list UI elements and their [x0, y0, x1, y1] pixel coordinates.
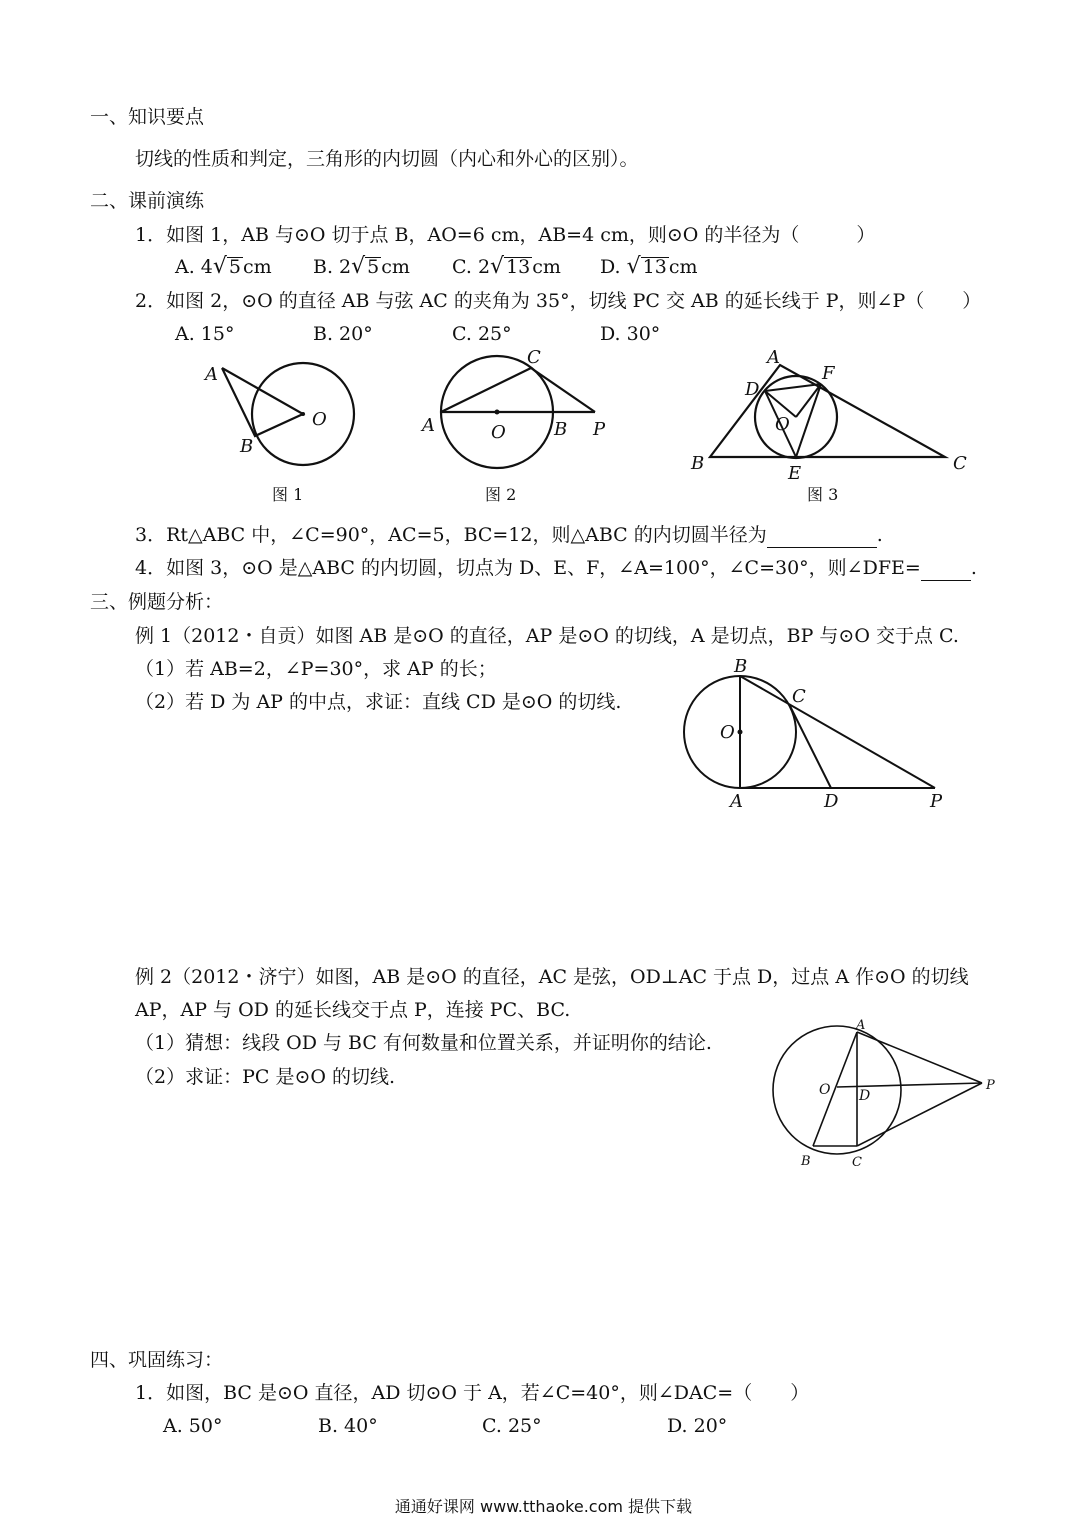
section-3-title: 三、例题分析：	[90, 591, 224, 613]
figure-3-caption: 图 3	[807, 485, 839, 504]
example-1-center-dot	[738, 730, 743, 735]
example-2-label-p: P	[986, 1078, 995, 1093]
practice-1-option-c: C. 25°	[482, 1415, 542, 1437]
figure-3-label-b: B	[691, 453, 705, 474]
example-1-label-d: D	[824, 791, 839, 812]
figure-2-caption: 图 2	[485, 485, 517, 504]
example-2-label-c: C	[852, 1155, 862, 1170]
example-2-label-o: O	[819, 1082, 831, 1098]
example-2-line-2: AP，AP 与 OD 的延长线交于点 P，连接 PC、BC.	[135, 999, 571, 1021]
example-2-segment-pc	[857, 1083, 982, 1146]
example-2-line-1: 例 2（2012・济宁）如图，AB 是⊙O 的直径，AC 是弦，OD⊥AC 于点 D，过点 A 作⊙O 的切线	[135, 966, 969, 988]
figure-1-caption: 图 1	[272, 485, 304, 504]
figure-3-segment-fe	[796, 384, 821, 457]
figure-1	[190, 355, 380, 515]
figure-3-segment-df	[765, 384, 821, 391]
question-2-option-c: C. 25°	[452, 323, 512, 345]
example-2-figure	[760, 1015, 1010, 1175]
example-1-label-c: C	[792, 686, 806, 707]
example-1-line-3: （2）若 D 为 AP 的中点，求证：直线 CD 是⊙O 的切线.	[135, 691, 622, 713]
figure-1-center-dot	[301, 412, 305, 416]
question-1-text: 1．如图 1，AB 与⊙O 切于点 B，AO=6 cm，AB=4 cm，则⊙O 的半径为（ ）	[135, 224, 876, 246]
section-1-text: 切线的性质和判定，三角形的内切圆（内心和外心的区别）。	[135, 148, 639, 170]
example-2-line-4: （2）求证：PC 是⊙O 的切线.	[135, 1066, 396, 1088]
figure-2-center-dot	[495, 410, 500, 415]
figure-2-label-o: O	[491, 422, 506, 443]
figure-3-label-o: O	[775, 414, 790, 435]
figure-3-label-e: E	[788, 463, 802, 484]
question-2-option-d: D. 30°	[600, 323, 661, 345]
practice-1-option-d: D. 20°	[667, 1415, 728, 1437]
figure-3-label-f: F	[822, 363, 835, 384]
figure-2-label-b: B	[554, 419, 568, 440]
example-2-line-3: （1）猜想：线段 OD 与 BC 有何数量和位置关系，并证明你的结论.	[135, 1032, 712, 1054]
figure-1-label-a: A	[205, 364, 218, 385]
figure-3-segment-of	[796, 384, 821, 417]
figure-1-label-b: B	[240, 436, 254, 457]
example-1-secant-bp	[740, 676, 935, 788]
figure-2-label-c: C	[527, 347, 541, 368]
figure-1-label-o: O	[312, 409, 327, 430]
example-1-label-b: B	[734, 656, 748, 677]
figure-2	[415, 345, 615, 515]
figure-3-label-a: A	[767, 347, 780, 368]
question-1-option-b: B. 2√ 5 cm	[313, 254, 410, 279]
example-1-label-o: O	[720, 722, 735, 743]
figure-3-label-c: C	[953, 453, 967, 474]
example-2-line-op	[837, 1083, 982, 1087]
example-2-label-d: D	[859, 1088, 871, 1104]
question-3-text: 3．Rt△ABC 中，∠C=90°，AC=5，BC=12，则△ABC 的内切圆半径为 .	[135, 524, 883, 546]
section-2-title: 二、课前演练	[90, 190, 205, 212]
example-1-line-2: （1）若 AB=2，∠P=30°，求 AP 的长；	[135, 658, 497, 680]
question-2-option-a: A. 15°	[175, 323, 235, 345]
page-footer: 通通好课网 www.tthaoke.com 提供下载	[394, 1497, 693, 1516]
section-4-title: 四、巩固练习：	[90, 1349, 224, 1371]
practice-1-text: 1．如图，BC 是⊙O 直径，AD 切⊙O 于 A，若∠C=40°，则∠DAC=（ ）	[135, 1382, 810, 1404]
practice-1-option-b: B. 40°	[318, 1415, 378, 1437]
figure-3-label-d: D	[745, 379, 760, 400]
example-2-label-b: B	[801, 1154, 811, 1169]
figure-3	[685, 345, 985, 510]
practice-1-option-a: A. 50°	[163, 1415, 223, 1437]
question-1-option-d: D. √ 13 cm	[600, 254, 698, 279]
question-1-option-c: C. 2√ 13 cm	[452, 254, 561, 279]
example-2-circle	[773, 1026, 901, 1154]
question-1-option-a: A. 4√ 5 cm	[175, 254, 272, 279]
figure-2-label-a: A	[422, 415, 435, 436]
example-2-tangent-ap	[857, 1032, 982, 1083]
example-2-label-a: A	[856, 1018, 866, 1033]
example-1-label-p: P	[930, 791, 943, 812]
example-1-label-a: A	[730, 791, 743, 812]
figure-1-triangle	[222, 368, 303, 436]
figure-2-tangent-pc	[531, 368, 595, 412]
question-2-text: 2．如图 2，⊙O 的直径 AB 与弦 AC 的夹角为 35°，切线 PC 交 AB 的延长线于 P，则∠P（ ）	[135, 290, 982, 312]
example-1-line-1: 例 1（2012・自贡）如图 AB 是⊙O 的直径，AP 是⊙O 的切线，A 是切点，BP 与⊙O 交于点 C.	[135, 625, 959, 647]
example-1-figure	[670, 655, 960, 815]
section-1-title: 一、知识要点	[90, 106, 205, 128]
figure-2-label-p: P	[593, 419, 606, 440]
question-4-text: 4．如图 3，⊙O 是△ABC 的内切圆，切点为 D、E、F，∠A=100°，∠C=30°，则∠DFE= .	[135, 557, 977, 579]
question-2-option-b: B. 20°	[313, 323, 373, 345]
